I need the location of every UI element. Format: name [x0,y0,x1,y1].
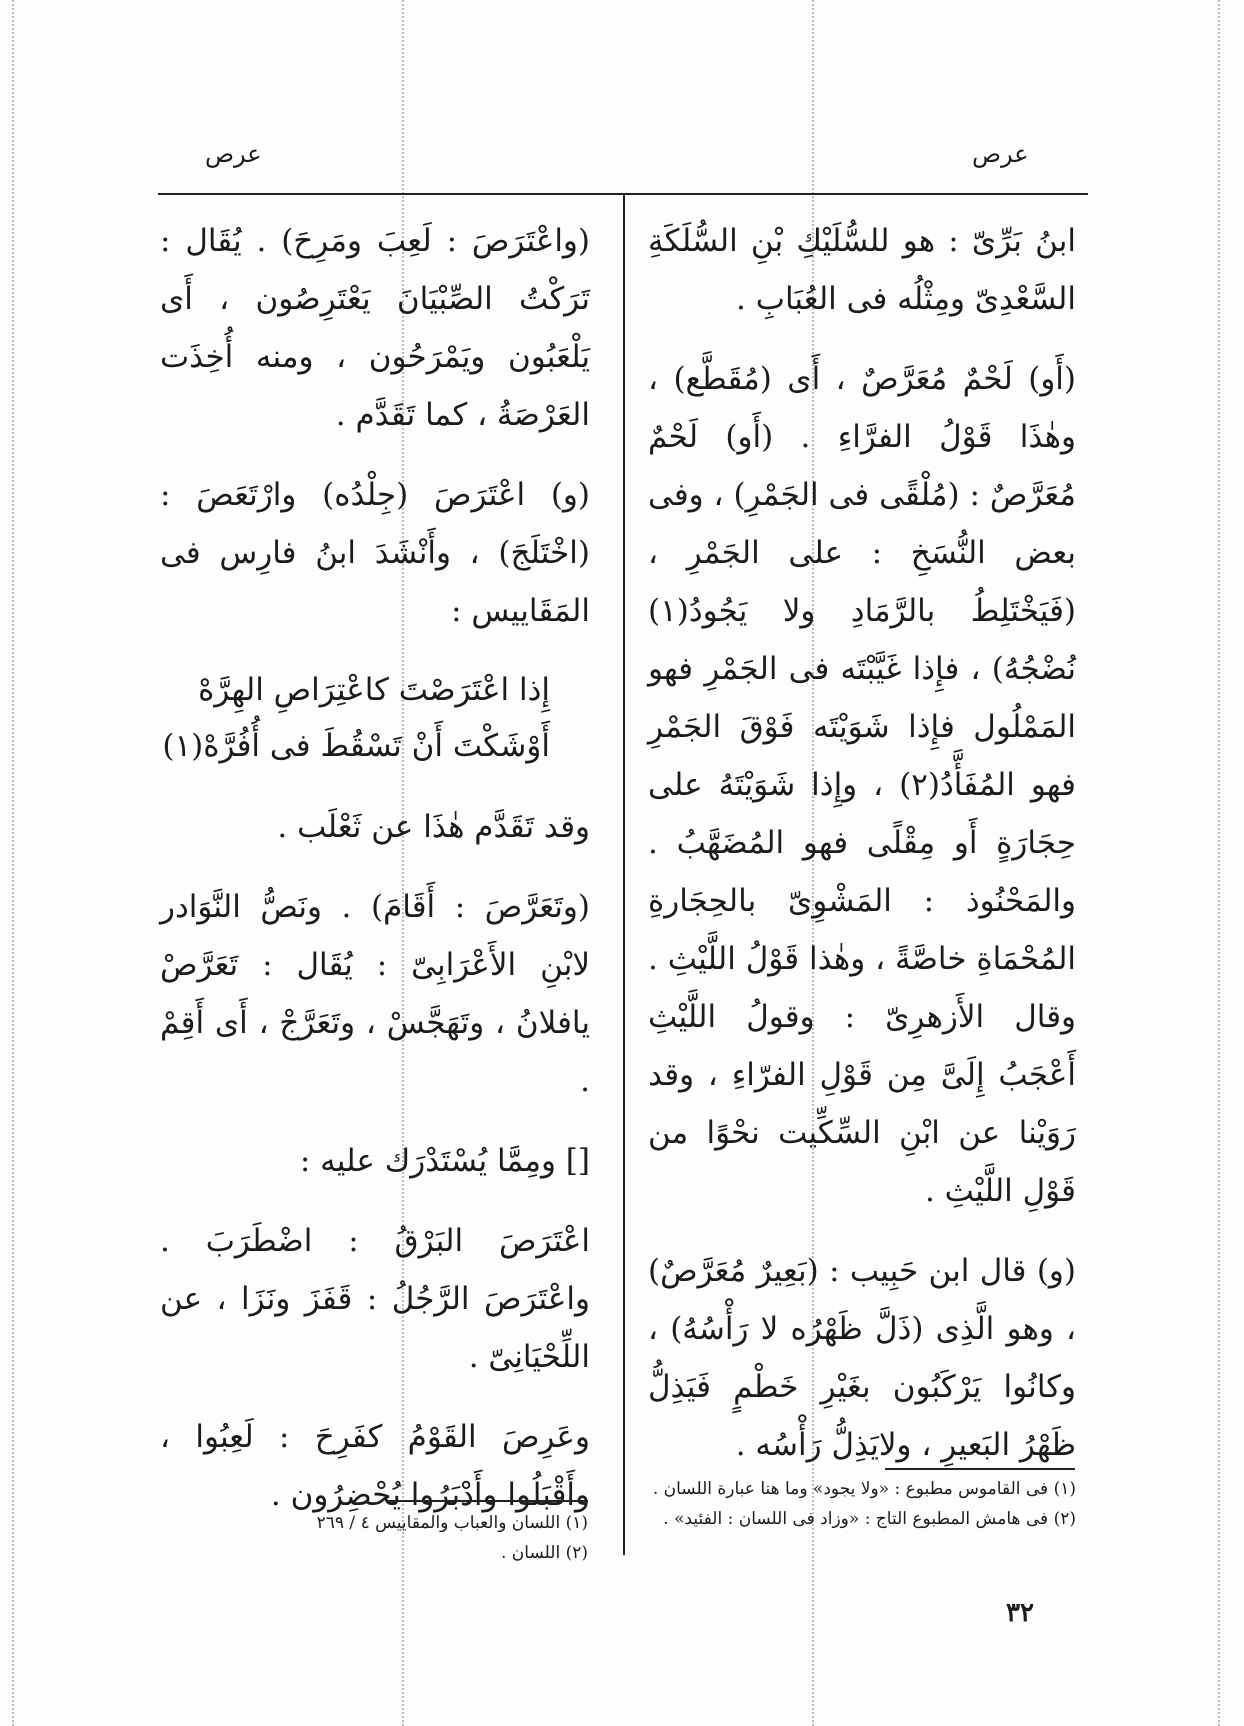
verse-line: أَوْشَكْتَ أَنْ تَسْقُطَ فى أُفُرَّهْ(١) [162,728,550,764]
footnote-rule-left [388,1500,588,1502]
footnote-rule-right [885,1468,1075,1470]
entry-paragraph: اعْتَرَصَ البَرْقُ : اضْطَرَبَ . واعْتَرَصَ الرَّجُلُ : قَفَزَ ونَزَا ، عن اللِّحْيَانِىّ . [160,1223,590,1375]
scan-dotted-line [12,0,14,1726]
column-divider [623,193,625,1555]
footnotes-right [648,1474,1076,1534]
left-column [160,212,590,1546]
entry-paragraph: وعَرِصَ القَوْمُ كفَرِحَ : لَعِبُوا ، وأَقْبَلُوا وأَدْبَرُوا يُحْضِرُون . [160,1419,590,1513]
poetry-verse [160,662,590,774]
page-number: ٣٢ [1006,1598,1034,1628]
footnote: (١) اللسان والعباب والمقاييس ٤ / ٢٦٩ [316,1513,588,1533]
entry-paragraph: (و) اعْتَرَصَ (جِلْدُه) وارْتَعَصَ : (اخْتَلَجَ) ، وأَنْشَدَ ابنُ فارِس فى المَقَاييس : [160,477,590,629]
verse-line: إِذا اعْتَرَصْتَ كاعْتِرَاصِ الهِرَّهْ [198,672,550,708]
right-column [648,212,1076,1496]
entry-paragraph: [] ومِمَّا يُسْتَدْرَك عليه : [299,1143,590,1179]
entry-paragraph: (واعْتَرَصَ : لَعِبَ ومَرِحَ) . يُقَال : تَرَكْتُ الصِّبْيَانَ يَعْتَرِصُون ، أَى يَلْعَبُون ويَمْرَحُون ، ومنه أُخِذَت العَرْصَةُ ، كما تَقَدَّم . [160,223,590,433]
footnotes-left [160,1508,588,1568]
entry-paragraph: (أَو) لَحْمٌ مُعَرَّصٌ ، أَى (مُقَطَّع) ، وهٰذَا قَوْلُ الفرَّاءِ . (أَو) لَحْمٌ مُعَرَّصٌ : (مُلْقًى فى الجَمْرِ) ، وفى بعض النُّسَخِ : على الجَمْرِ ، (فَيَخْتَلِطُ بالرَّمَادِ ولا يَجُودُ(١) نُضْجُهُ) ، فإِذا غَيَّبْتَه فى الجَمْرِ فهو المَمْلُول فإِذا شَوَيْتَه فَوْقَ الجَمْرِ فهو المُفَأَّدُ(٢) ، وإِذا شَوَيْتَهُ على حِجَارَةٍ أَو مِقْلًى فهو المُضَهَّبُ . والمَحْنُوذ : المَشْوِىّ بالحِجَارةِ المُحْمَاةِ خاصَّةً ، وهٰذا قَوْلُ اللَّيْثِ . وقال الأَزهرِىّ : وقولُ اللَّيْثِ أَعْجَبُ إِلَىَّ مِن قَوْلِ الفرّاءِ ، وقد رَوَيْنا عن ابْنِ السِّكِّيت نحْوًا من قَوْلِ اللَّيْثِ . [648,361,1076,1209]
entry-paragraph: (و) قال ابن حَبِيب : (بَعِيرٌ مُعَرَّصٌ) ، وهو الَّذِى (ذَلَّ ظَهْرُه لا رَأْسُهُ) ، وكانُوا يَرْكَبُون بغَيْرِ خَطْمٍ فَيَذِلُّ ظَهْرُ البَعيرِ ، ولايَذِلُّ رَأْسُه . [648,1253,1076,1463]
footnote: (٢) اللسان . [501,1543,588,1563]
running-header-left: عرص [205,140,262,168]
entry-paragraph: وقد تَقَدَّم هٰذَا عن ثَعْلَب . [277,809,590,845]
scan-dotted-line [1218,0,1220,1726]
entry-paragraph: ابنُ بَرِّىّ : هو للسُّلَيْكِ بْنِ السُّلَكَةِ السَّعْدِىّ ومِثْلُه فى العُبَابِ . [648,223,1076,317]
running-header-right: عرص [972,140,1029,168]
footnote: (٢) فى هامش المطبوع التاج : «وزاد فى اللسان : الفئيد» . [663,1509,1076,1529]
footnote: (١) فى القاموس مطبوع : «ولا يجود» وما هنا عبارة اللسان . [652,1479,1076,1499]
entry-paragraph: (وتَعَرَّصَ : أَقَامَ) . ونَصُّ النَّوَادر لابْنِ الأَعْرَابِىّ : يُقَال : تَعَرَّصْ يافلانُ ، وتَهَجَّسْ ، وتَعَرَّجْ ، أَى أَقِمْ . [160,889,590,1099]
